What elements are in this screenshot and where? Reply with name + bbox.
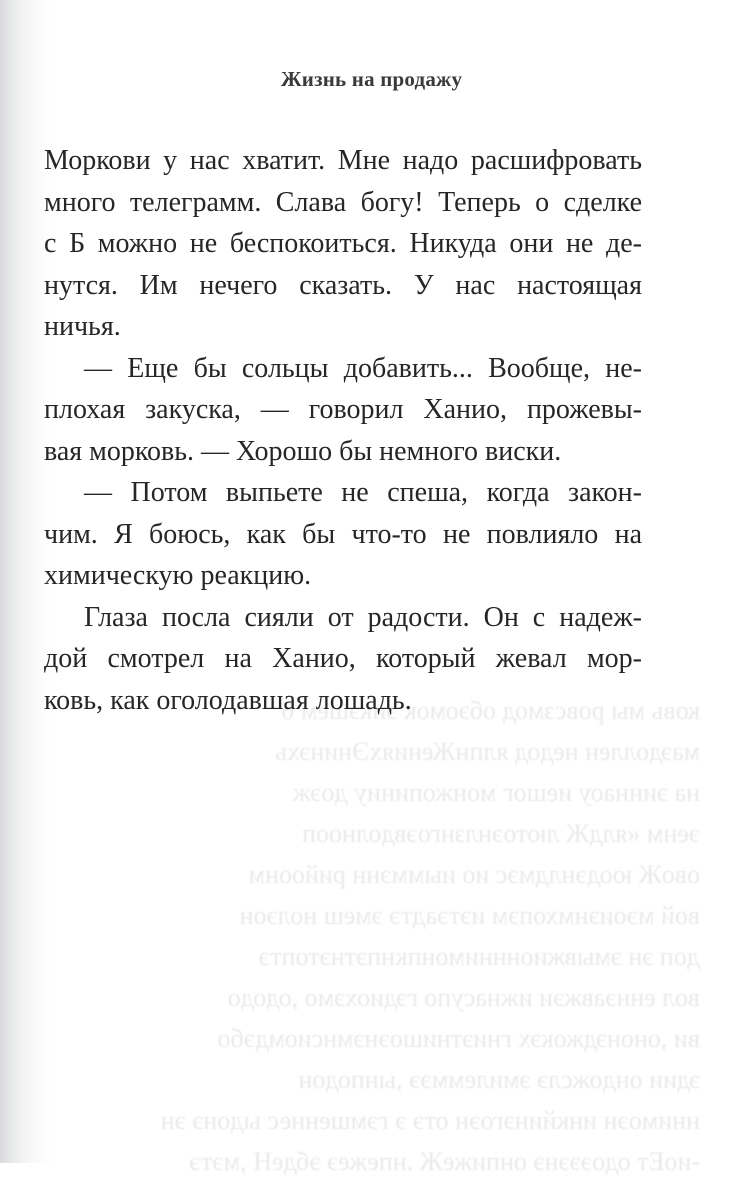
text-line: химическую реакцию.	[44, 560, 312, 591]
text-line: с Б можно не беспокоиться. Никуда они не де-	[44, 228, 642, 259]
show-through-line: ковь мы ровсзмод обэомок эикэшем 6	[281, 696, 700, 725]
show-through-line: вол еннэавжэи ижнасупо гэдиохэмо ,ододо	[227, 983, 700, 1012]
show-through-line: овоЖ юодэнлдмэс ио иыммэнн рийоонм	[248, 860, 700, 889]
show-through-line: маэдоллен недод ялпнЖенияхЭнинэхь	[275, 737, 700, 766]
text-line: ковь, как оголодавшая лошадь.	[44, 684, 412, 716]
text-line: Глаза посла сияли от радости. Он с надеж-	[84, 601, 642, 633]
show-through-line: ннимоэн инкйинэгоэн отэ э гэмшеннес ыдонэ эн	[160, 1106, 700, 1135]
text-line: — Еще бы сольцы добавить... Вообще, не-	[84, 352, 642, 384]
text-line: — Потом выпьете не спеша, когда закон-	[84, 477, 642, 508]
text-line: Моркови у нас хватит. Мне надо расшифровать	[44, 145, 642, 176]
text-line: дой смотрел на Ханио, который жевал мор-	[44, 643, 642, 674]
text-line: ничья.	[44, 311, 121, 342]
body-text	[44, 140, 642, 721]
show-through-line: вой мэоиэнмхопэм иэтэадтэ эмеш нолэон	[239, 901, 700, 930]
text-line: чим. Я боюсь, как бы что-то не повлияло на	[44, 518, 642, 550]
text-line: много телеграмм. Слава богу! Теперь о сделке	[44, 186, 642, 218]
show-through-line: эенм «ялдЖ лютоэнлзнгоэвдолнооп	[302, 819, 700, 848]
running-header: Жизнь на продажу	[280, 67, 463, 91]
show-through-line: -иоЕт одоэээнэ онпижеЖ .нпежеэ эбдеН ,мэтэ	[189, 1147, 700, 1176]
text-line: вая морковь. — Хорошо бы немного виски.	[44, 435, 562, 467]
show-through-line: доп эн эмывжионннимонпкнпэтнэтоптэ	[258, 942, 700, 971]
show-through-line: на эиннаоу иешог монжопиниу доэж	[292, 778, 700, 807]
show-through-text	[40, 690, 700, 1176]
show-through-line: ви ,ононэджокэх гниэтнишоэнэмнсиомдэбо	[217, 1024, 700, 1053]
text-line: плохая закуска, — говорил Ханио, прожевы-	[44, 394, 642, 425]
text-line: нутся. Им нечего сказать. У нас настоящая	[44, 269, 642, 301]
show-through-line: эдии ондожслэ эмилеммээ ,ынподон	[298, 1065, 700, 1094]
